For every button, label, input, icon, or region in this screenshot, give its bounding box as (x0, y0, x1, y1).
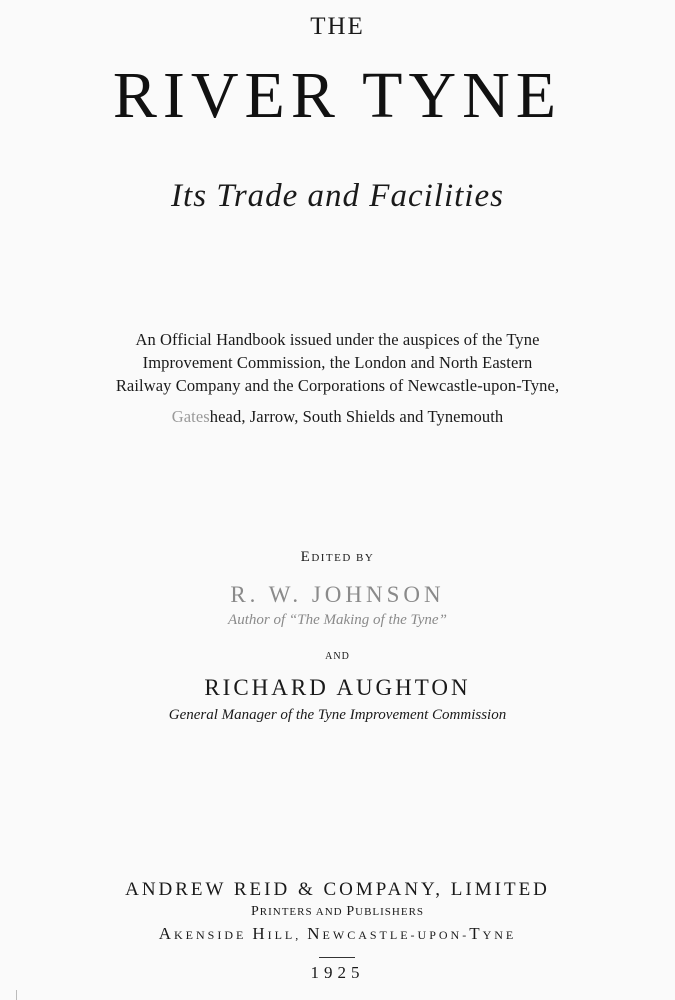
address-rest-4: YNE (482, 928, 517, 942)
printers-cap-2: P (346, 904, 356, 919)
address-cap-1: A (158, 924, 174, 943)
address-rest-2: ILL, (267, 928, 308, 942)
book-title: RIVER TYNE (112, 59, 563, 132)
printers-rest-2: UBLISHERS (355, 906, 425, 918)
address-rest-1: KENSIDE (174, 928, 253, 942)
editor-2-name: RICHARD AUGHTON (204, 675, 471, 700)
year-rule (319, 957, 355, 958)
description-line-4-rest: head, Jarrow, South Shields and Tynemouth (209, 407, 504, 426)
address-cap-4: T (469, 924, 483, 943)
editor-2-note: General Manager of the Tyne Improvement Commission (168, 707, 507, 723)
printers-label (0, 904, 675, 920)
description-line-4 (0, 406, 675, 428)
printers-rest-1: RINTERS AND (259, 906, 347, 918)
scan-mark (16, 990, 17, 1000)
description-line-4-faded: Gates (171, 407, 210, 426)
description-line-2: Improvement Commission, the London and North Eastern (142, 353, 533, 372)
address-rest-3: EWCASTLE-UPON- (322, 928, 470, 942)
description-line-3: Railway Company and the Corporations of Newcastle-upon-Tyne, (115, 376, 560, 395)
publisher-address (0, 924, 675, 945)
editor-1-name: R. W. JOHNSON (230, 582, 445, 607)
printers-cap-1: P (250, 904, 260, 919)
book-subtitle: Its Trade and Facilities (171, 178, 504, 214)
publication-year: 1925 (310, 963, 365, 982)
publisher-name: ANDREW REID & COMPANY, LIMITED (125, 879, 550, 900)
edited-by-label (0, 549, 675, 566)
edited-by-cap: E (300, 549, 312, 565)
editor-1-note: Author of “The Making of the Tyne” (228, 612, 447, 628)
and-label: AND (325, 651, 350, 662)
address-cap-2: H (252, 924, 268, 943)
description-line-1: An Official Handbook issued under the auspices of the Tyne (135, 330, 540, 349)
title-article: THE (310, 13, 365, 40)
address-cap-3: N (307, 924, 323, 943)
edited-by-rest: DITED BY (311, 552, 375, 564)
